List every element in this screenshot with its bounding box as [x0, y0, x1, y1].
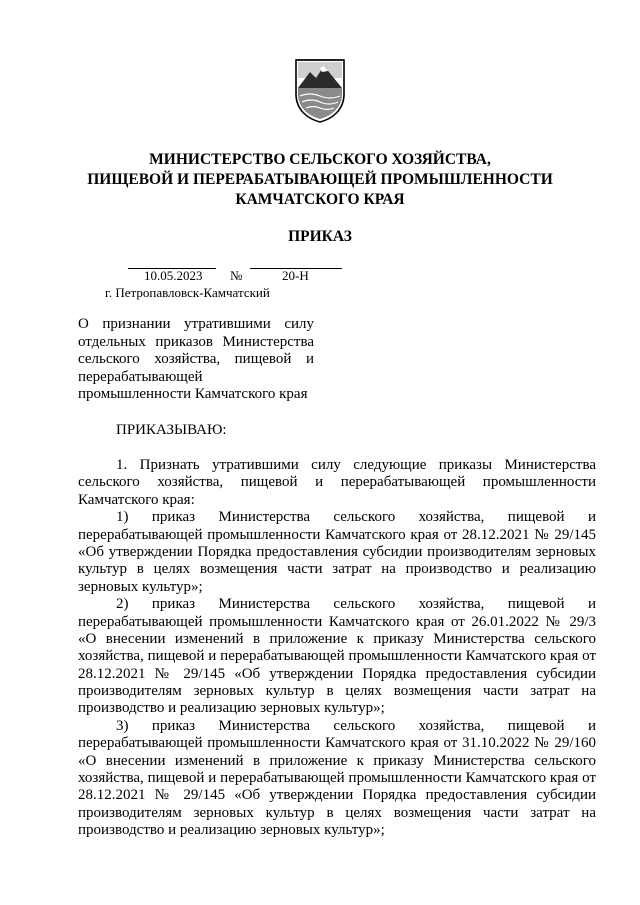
body-line: 1) приказ Министерства сельского хозяйства, пищевой и	[116, 509, 596, 526]
document-city: г. Петропавловск-Камчатский	[105, 285, 270, 300]
body-line: 28.12.2021 № 29/145 «Об утверждении Порядка предоставления субсидии	[78, 787, 596, 804]
body-line: 3) приказ Министерства сельского хозяйства, пищевой и	[116, 717, 596, 734]
body-line: культур в целях возмещения части затрат на производство и реализацию	[78, 561, 596, 578]
body-line: зерновых культур»;	[78, 578, 203, 595]
ministry-line: МИНИСТЕРСТВО СЕЛЬСКОГО ХОЗЯЙСТВА,	[149, 151, 491, 168]
document-body	[78, 457, 596, 840]
body-line: сельского хозяйства, пищевой и перерабатывающей промышленности	[78, 474, 596, 491]
body-line: производство и реализацию зерновых культур»;	[78, 700, 385, 717]
body-line: 28.12.2021 № 29/145 «Об утверждении Порядка предоставления субсидии	[78, 665, 596, 682]
body-line: «О внесении изменений в приложение к приказу Министерства сельского	[78, 630, 596, 647]
number-sign: №	[230, 268, 243, 283]
kamchatka-coat-of-arms-icon	[294, 58, 346, 124]
body-line: перерабатывающей промышленности Камчатского края от 31.10.2022 № 29/160	[78, 735, 596, 752]
order-word: ПРИКАЗЫВАЮ:	[116, 422, 227, 438]
subject-line: О признании утратившими силу	[78, 316, 314, 332]
ministry-name	[60, 150, 580, 210]
body-line: 2) приказ Министерства сельского хозяйства, пищевой и	[116, 596, 596, 613]
body-line: производителям зерновых культур в целях возмещения части затрат на	[78, 683, 596, 700]
body-line: хозяйства, пищевой и перерабатывающей промышленности Камчатского края от	[78, 648, 596, 665]
body-line: Камчатского края:	[78, 491, 195, 508]
document-type: ПРИКАЗ	[288, 228, 352, 245]
subject-line: промышленности Камчатского края	[78, 386, 308, 403]
body-line: перерабатывающей промышленности Камчатского края от 26.01.2022 № 29/3	[78, 613, 596, 630]
document-number: 20-Н	[282, 268, 309, 283]
document-subject	[78, 316, 314, 404]
body-line: 1. Признать утратившими силу следующие приказы Министерства	[116, 457, 596, 473]
subject-line: отдельных приказов Министерства	[78, 333, 314, 350]
subject-line: перерабатывающей	[78, 368, 203, 385]
body-line: производителям зерновых культур в целях возмещения части затрат на	[78, 804, 596, 821]
body-line: «О внесении изменений в приложение к приказу Министерства сельского	[78, 752, 596, 769]
body-line: производство и реализацию зерновых культур»;	[78, 822, 385, 839]
ministry-line: КАМЧАТСКОГО КРАЯ	[235, 191, 405, 208]
body-line: перерабатывающей промышленности Камчатского края от 28.12.2021 № 29/145	[78, 526, 596, 543]
document-date: 10.05.2023	[144, 268, 203, 283]
body-line: хозяйства, пищевой и перерабатывающей промышленности Камчатского края от	[78, 770, 596, 787]
body-line: «Об утверждении Порядка предоставления субсидии производителям зерновых	[78, 543, 596, 560]
subject-line: сельского хозяйства, пищевой и	[78, 351, 314, 368]
ministry-line: ПИЩЕВОЙ И ПЕРЕРАБАТЫВАЮЩЕЙ ПРОМЫШЛЕННОСТИ	[87, 171, 553, 188]
